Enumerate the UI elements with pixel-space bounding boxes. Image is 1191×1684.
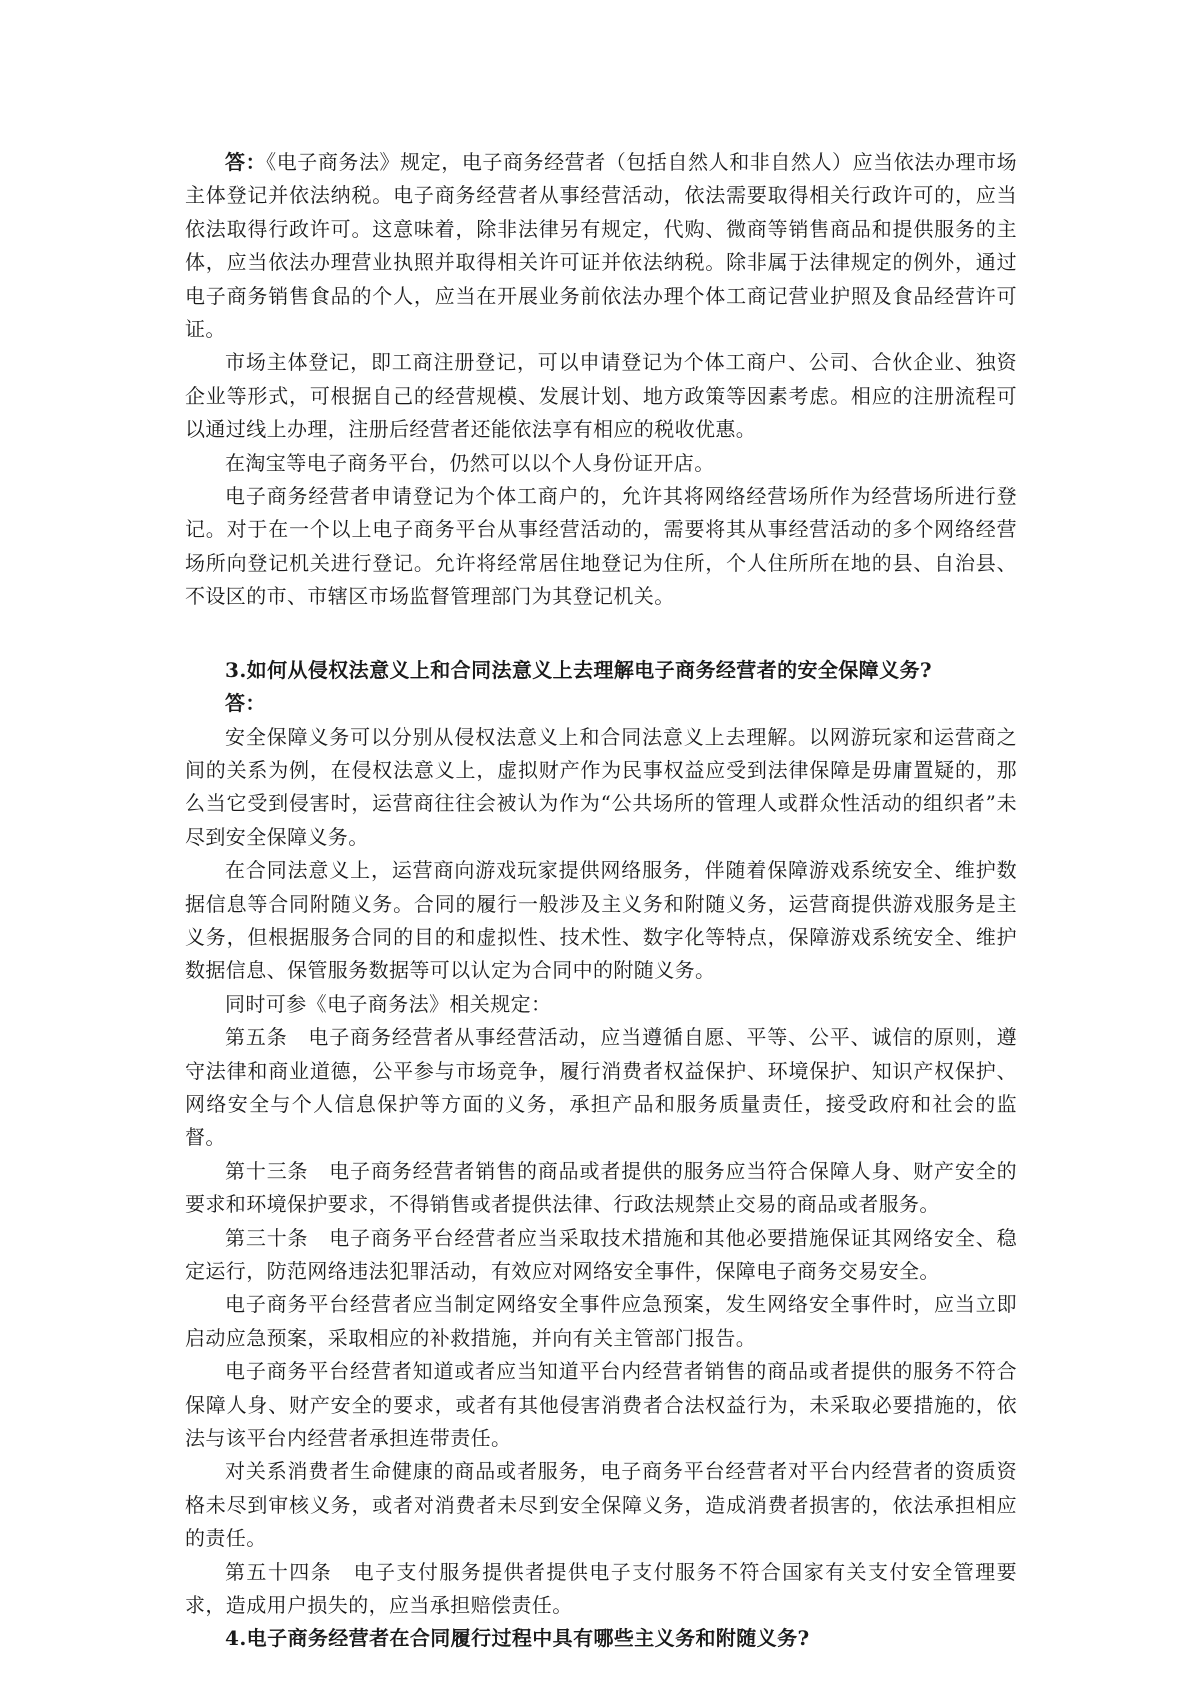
document-page <box>185 146 1017 1656</box>
answer-label: 答： <box>225 150 267 174</box>
section-spacer <box>185 614 1017 654</box>
paragraph-market-registration: 市场主体登记，即工商注册登记，可以申请登记为个体工商户、公司、合伙企业、独资企业等形式，可根据自己的经营规模、发展计划、地方政策等因素考虑。相应的注册流程可以通过线上办理，注册后经营者还能依法享有相应的税收优惠。 <box>185 350 1017 442</box>
q3-paragraph: 第十三条 电子商务经营者销售的商品或者提供的服务应当符合保障人身、财产安全的要求和环境保护要求，不得销售或者提供法律、行政法规禁止交易的商品或者服务。 <box>185 1158 1017 1217</box>
q3-paragraph: 电子商务平台经营者应当制定网络安全事件应急预案，发生网络安全事件时，应当立即启动应急预案，采取相应的补救措施，并向有关主管部门报告。 <box>185 1292 1017 1350</box>
answer-paragraph-registration <box>185 146 1017 346</box>
question-3-answer-label: 答： <box>225 691 266 716</box>
q3-paragraph: 对关系消费者生命健康的商品或者服务，电子商务平台经营者对平台内经营者的资质资格未尽到审核义务，或者对消费者未尽到安全保障义务，造成消费者损害的，依法承担相应的责任。 <box>185 1459 1017 1551</box>
answer-text: 《电子商务法》规定，电子商务经营者（包括自然人和非自然人）应当依法办理市场主体登记并依法纳税。电子商务经营者从事经营活动，依法需要取得相关行政许可的，应当依法取得行政许可。这意味着，除非法律另有规定，代购、微商等销售商品和提供服务的主体，应当依法办理营业执照并取得相关许可证并依法纳税。除非属于法律规定的例外，通过电子商务销售食品的个人，应当在开展业务前依法办理个体工商记营业护照及食品经营许可证。 <box>185 150 1017 342</box>
q3-paragraph: 安全保障义务可以分别从侵权法意义上和合同法意义上去理解。以网游玩家和运营商之间的关系为例，在侵权法意义上，虚拟财产作为民事权益应受到法律保障是毋庸置疑的，那么当它受到侵害时，运营商往往会被认为作为“公共场所的管理人或群众性活动的组织者”未尽到安全保障义务。 <box>185 724 1017 849</box>
q3-paragraph: 电子商务平台经营者知道或者应当知道平台内经营者销售的商品或者提供的服务不符合保障人身、财产安全的要求，或者有其他侵害消费者合法权益行为，未采取必要措施的，依法与该平台内经营者承担连带责任。 <box>185 1359 1017 1451</box>
question-3-heading: 3.如何从侵权法意义上和合同法意义上去理解电子商务经营者的安全保障义务? <box>225 657 932 682</box>
q3-paragraph: 在合同法意义上，运营商向游戏玩家提供网络服务，伴随着保障游戏系统安全、维护数据信息等合同附随义务。合同的履行一般涉及主义务和附随义务，运营商提供游戏服务是主义务，但根据服务合同的目的和虚拟性、技术性、数字化等特点，保障游戏系统安全、维护数据信息、保管服务数据等可以认定为合同中的附随义务。 <box>185 858 1017 983</box>
paragraph-individual-business: 电子商务经营者申请登记为个体工商户的，允许其将网络经营场所作为经营场所进行登记。对于在一个以上电子商务平台从事经营活动的，需要将其从事经营活动的多个网络经营场所向登记机关进行登记。允许将经常居住地登记为住所，个人住所所在地的县、自治县、不设区的市、市辖区市场监督管理部门为其登记机关。 <box>185 484 1017 609</box>
paragraph-taobao: 在淘宝等电子商务平台，仍然可以以个人身份证开店。 <box>225 450 715 475</box>
q3-paragraph: 同时可参《电子商务法》相关规定： <box>225 991 552 1016</box>
question-4-heading: 4.电子商务经营者在合同履行过程中具有哪些主义务和附随义务? <box>225 1626 810 1651</box>
q3-paragraph: 第五十四条 电子支付服务提供者提供电子支付服务不符合国家有关支付安全管理要求，造成用户损失的，应当承担赔偿责任。 <box>185 1559 1017 1618</box>
q3-paragraph: 第三十条 电子商务平台经营者应当采取技术措施和其他必要措施保证其网络安全、稳定运行，防范网络违法犯罪活动，有效应对网络安全事件，保障电子商务交易安全。 <box>185 1225 1017 1283</box>
q3-paragraph: 第五条 电子商务经营者从事经营活动，应当遵循自愿、平等、公平、诚信的原则，遵守法律和商业道德，公平参与市场竞争，履行消费者权益保护、环境保护、知识产权保护、网络安全与个人信息保护等方面的义务，承担产品和服务质量责任，接受政府和社会的监督。 <box>185 1025 1017 1150</box>
